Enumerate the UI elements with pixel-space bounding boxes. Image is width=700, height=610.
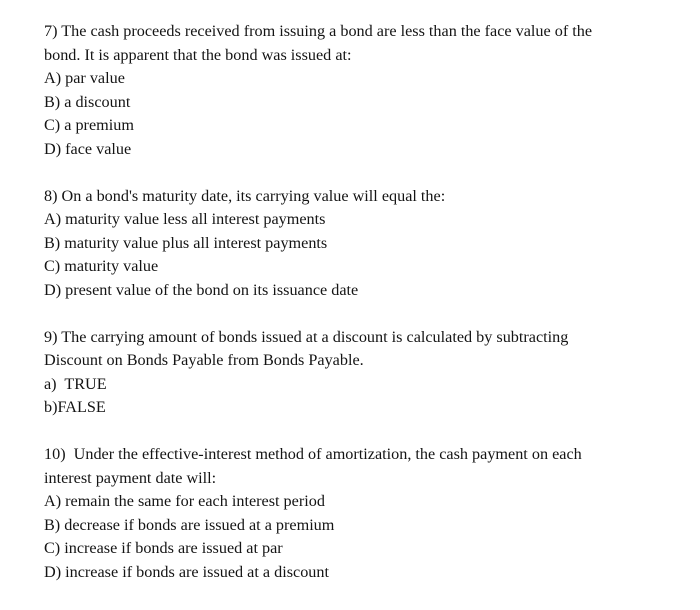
question-9-stem-line-2: Discount on Bonds Payable from Bonds Payable. [44, 351, 364, 369]
question-10 [44, 443, 656, 584]
question-7-stem-line-1: 7) The cash proceeds received from issuing a bond are less than the face value of the [44, 22, 593, 40]
question-9-option-false: b)FALSE [44, 398, 106, 416]
question-8-option-d: D) present value of the bond on its issuance date [44, 280, 359, 299]
question-8-option-c: C) maturity value [44, 257, 159, 275]
question-9-stem-line-1: 9) The carrying amount of bonds issued at a discount is calculated by subtracting [44, 327, 569, 346]
question-10-option-c: C) increase if bonds are issued at par [44, 539, 283, 557]
question-7-option-a: A) par value [44, 69, 125, 87]
question-8-stem-line-1: 8) On a bond's maturity date, its carrying value will equal the: [44, 186, 446, 205]
question-10-option-b: B) decrease if bonds are issued at a premium [44, 515, 335, 534]
question-8 [44, 185, 656, 303]
question-10-stem-line-2: interest payment date will: [44, 468, 217, 487]
question-7-option-b: B) a discount [44, 92, 131, 111]
question-10-option-a: A) remain the same for each interest period [44, 492, 325, 510]
question-9 [44, 326, 656, 420]
question-7-stem-line-2: bond. It is apparent that the bond was issued at: [44, 45, 352, 64]
question-7-option-c: C) a premium [44, 116, 134, 134]
question-7 [44, 20, 656, 161]
question-8-option-a: A) maturity value less all interest payments [44, 210, 326, 228]
question-10-stem-line-1: 10) Under the effective-interest method of amortization, the cash payment on each [44, 445, 582, 463]
question-sheet [44, 20, 656, 608]
question-9-option-true: a) TRUE [44, 374, 107, 393]
question-7-option-d: D) face value [44, 139, 132, 158]
question-8-option-b: B) maturity value plus all interest payments [44, 233, 328, 252]
question-10-option-d: D) increase if bonds are issued at a discount [44, 562, 329, 581]
